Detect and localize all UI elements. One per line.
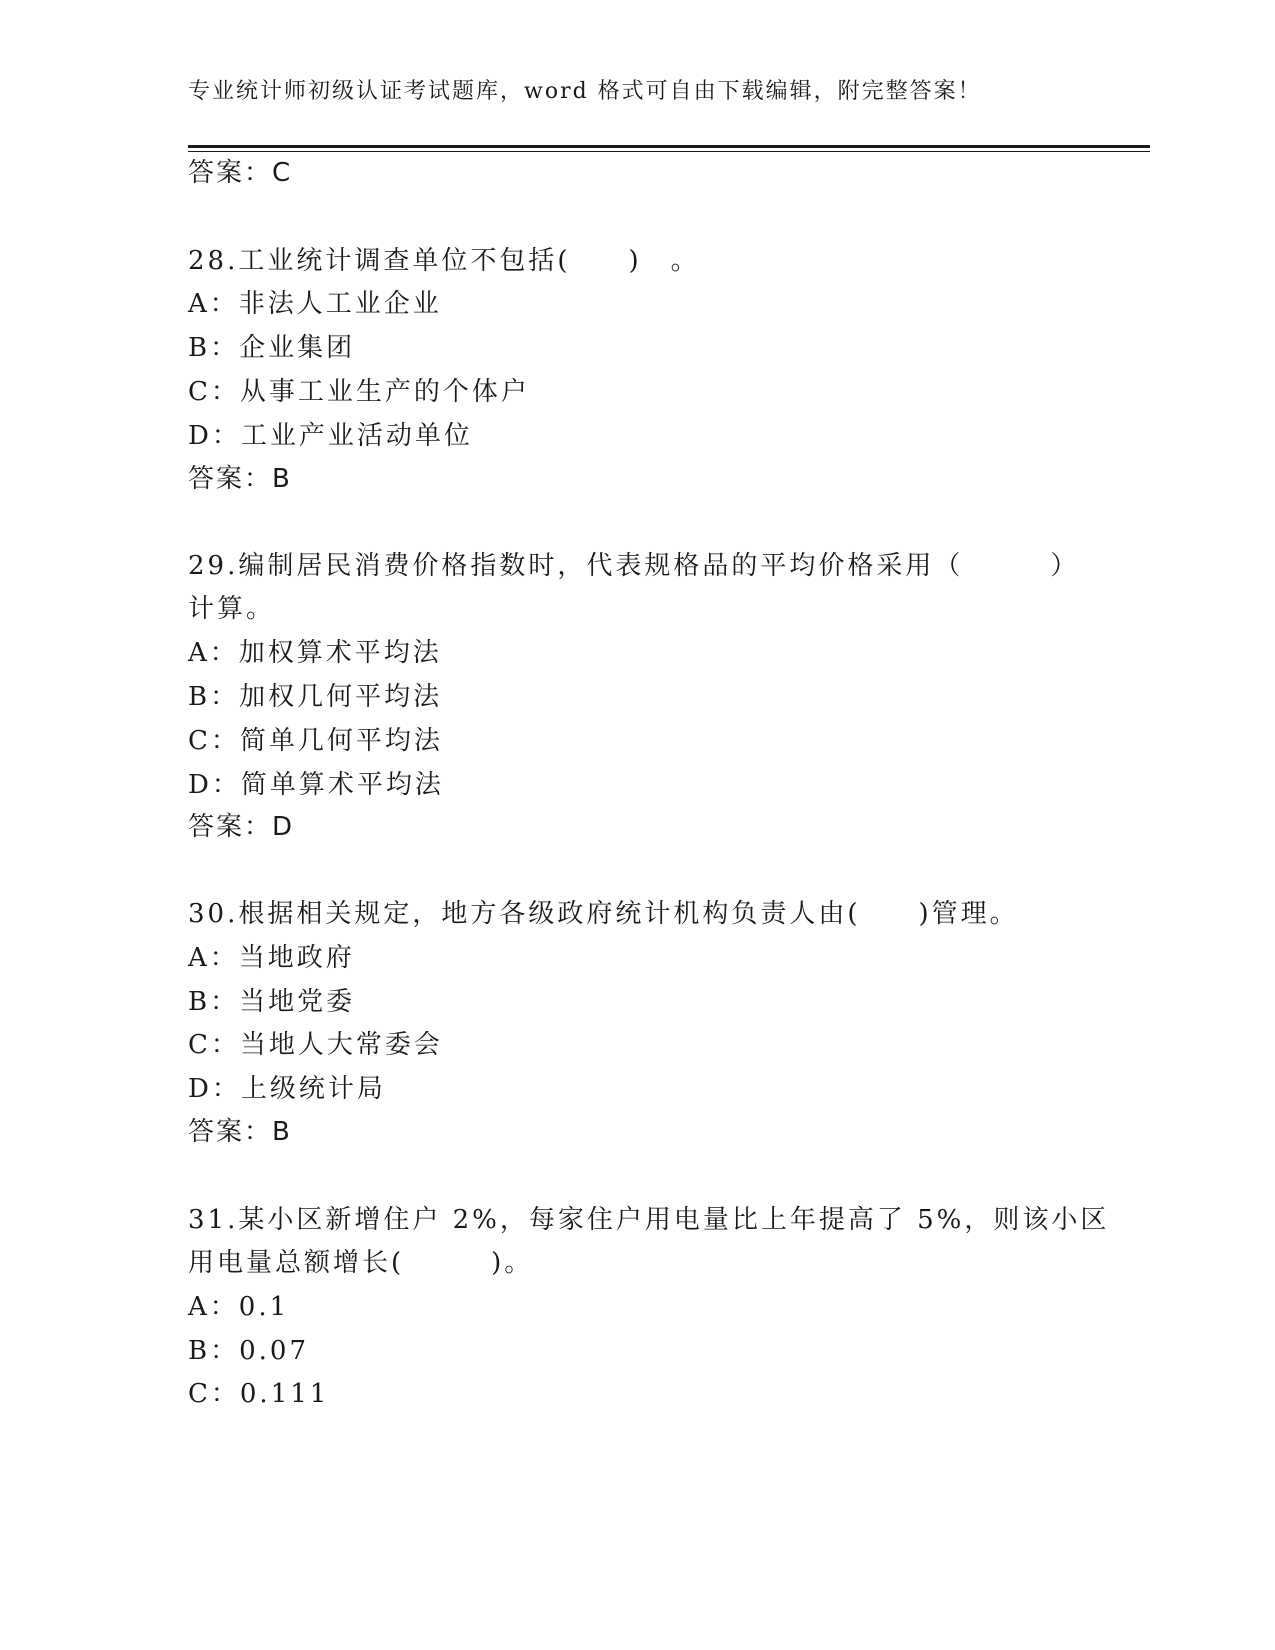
question-28-option-b: B：企业集团 xyxy=(188,333,356,363)
question-28-option-a: A：非法人工业企业 xyxy=(188,289,442,319)
question-31-option-c: C：0.111 xyxy=(188,1379,330,1409)
question-29-option-a: A：加权算术平均法 xyxy=(188,638,442,668)
question-30-option-c: C：当地人大常委会 xyxy=(188,1030,443,1060)
question-30-answer: 答案：B xyxy=(188,1117,292,1147)
question-29-stem-line-1: 29.编制居民消费价格指数时，代表规格品的平均价格采用（ ） xyxy=(188,551,1080,581)
question-29-option-c: C：简单几何平均法 xyxy=(188,726,443,756)
question-28-answer: 答案：B xyxy=(188,464,292,494)
question-28-option-c: C：从事工业生产的个体户 xyxy=(188,377,530,407)
question-31-option-a: A：0.1 xyxy=(188,1292,290,1322)
question-30-stem: 30.根据相关规定，地方各级政府统计机构负责人由( )管理。 xyxy=(188,899,1019,929)
question-29-option-b: B：加权几何平均法 xyxy=(188,682,443,712)
question-28-stem: 28.工业统计调查单位不包括( ) 。 xyxy=(188,246,700,276)
question-28-option-d: D：工业产业活动单位 xyxy=(188,421,473,451)
question-31-stem-line-2: 用电量总额增长( )。 xyxy=(188,1248,534,1278)
question-30-option-a: A：当地政府 xyxy=(188,943,355,973)
previous-answer: 答案：C xyxy=(188,158,293,188)
question-30-option-b: B：当地党委 xyxy=(188,987,356,1017)
question-30-option-d: D：上级统计局 xyxy=(188,1074,386,1104)
question-29-option-d: D：简单算术平均法 xyxy=(188,770,444,800)
header-note: 专业统计师初级认证考试题库，word 格式可自由下载编辑，附完整答案！ xyxy=(188,79,982,104)
question-31-option-b: B：0.07 xyxy=(188,1336,309,1366)
question-29-stem-line-2: 计算。 xyxy=(188,594,276,624)
header-rule-thin xyxy=(188,151,1150,152)
header-rule-thick xyxy=(188,145,1150,148)
question-29-answer: 答案：D xyxy=(188,812,295,842)
question-31-stem-line-1: 31.某小区新增住户 2%，每家住户用电量比上年提高了 5%，则该小区 xyxy=(188,1205,1110,1235)
